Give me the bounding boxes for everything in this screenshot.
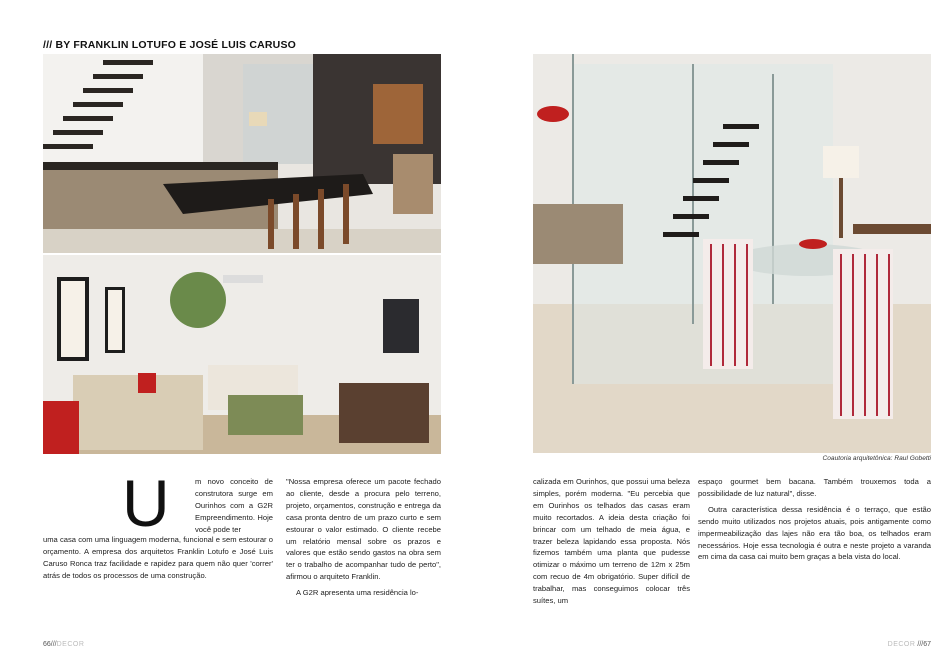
article-paragraph: calizada em Ourinhos, que possui uma beleza simples, porém moderna. "Eu percebia que em Ourinhos os telhados das casas eram muito recortados. A ideia desta criação foi brincar com um telhado de meia água, e trazer beleza lapidando essa proposta. Nós fizemos também uma planta que pudesse otimizar o máximo um terreno de 12m x 25m com recuo de 4m obrigatório. Super difícil de trabalhar, mas conseguimos colocar três suítes, um bbox=[533, 477, 690, 606]
magazine-brand: DECOR bbox=[56, 641, 85, 648]
article-paragraph: Outra característica dessa residência é o terraço, que estão sendo muito utilizados nos projetos atuais, pois antigamente como impermeabilização das lajes não era tão boa, os telhados eram necessários. Hoje essa tecnologia é outra e neste projeto a varanda em cima da casa cai muito bem graças a bela vista do local. bbox=[698, 504, 931, 562]
article-column-3 bbox=[533, 476, 690, 611]
page-number-left bbox=[43, 641, 84, 648]
kitchen-photo bbox=[43, 54, 441, 253]
article-paragraph: uma casa com uma linguagem moderna, funcional e sem estourar o orçamento. A empresa dos arquitetos Franklin Lotufo e José Luis Caruso Ronca traz facilidade e rapidez para quem não quer 'correr' atrás de todos os processos de uma construção. bbox=[43, 535, 273, 580]
article-column-4 bbox=[698, 476, 931, 567]
article-paragraph: m novo conceito de construtora surge em Ourinhos com a G2R Empreendimento. Hoje você pode ter bbox=[195, 477, 273, 534]
author-byline: /// BY FRANKLIN LOTUFO E JOSÉ LUIS CARUSO bbox=[43, 39, 297, 51]
drop-cap: U bbox=[122, 466, 170, 540]
photo-caption: Coautoria arquitetônica: Raul Gobetti bbox=[822, 455, 931, 462]
page-number-right bbox=[888, 641, 931, 648]
page-number: 66/// bbox=[43, 641, 57, 648]
article-paragraph: A G2R apresenta uma residência lo- bbox=[296, 588, 419, 598]
dining-room-photo bbox=[533, 54, 931, 453]
article-column-2 bbox=[286, 476, 441, 603]
magazine-brand: DECOR bbox=[887, 641, 916, 648]
living-room-photo bbox=[43, 255, 441, 454]
page-number: ///67 bbox=[917, 641, 931, 648]
article-paragraph: espaço gourmet bem bacana. Também trouxemos toda a possibilidade de luz natural", disse. bbox=[698, 477, 931, 498]
article-column-1 bbox=[43, 534, 273, 586]
article-column-1-intro bbox=[195, 476, 273, 540]
article-paragraph: "Nossa empresa oferece um pacote fechado ao cliente, desde a procura pelo terreno, projeto, orçamentos, construção e entrega da casa pronta dentro de um prazo curto e sem estourar o valor estimado. O cliente recebe um relatório mensal sobre os prazos e valores que estão sendo gastos na obra sem ter o trabalho de acompanhar tudo de perto", afirmou o arquiteto Franklin. bbox=[286, 477, 441, 582]
